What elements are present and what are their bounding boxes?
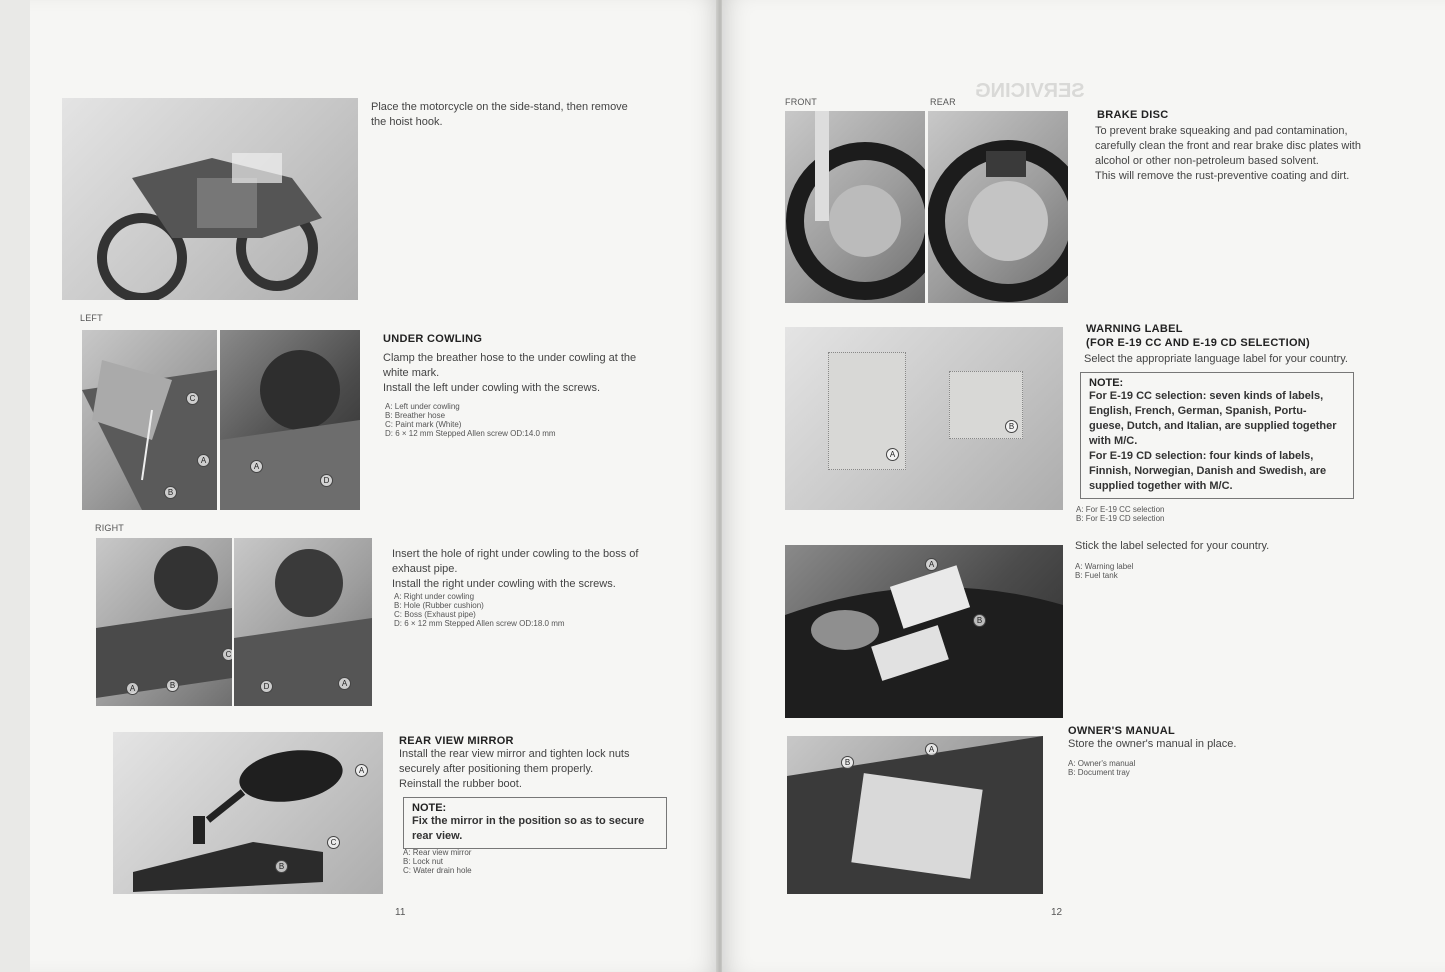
brake-disc-text: To prevent brake squeaking and pad contamination, carefully clean the front and rear brake disc plates with alcohol or other non-petroleum based solvent. This will remove the rust-preventive coating and dirt. <box>1095 125 1361 182</box>
mirror-note-box: NOTE: Fix the mirror in the position so as to secure rear view. <box>403 797 667 849</box>
owners-manual-title: OWNER'S MANUAL <box>1068 725 1176 737</box>
callout-a: A <box>126 682 139 695</box>
warning-label-text: Select the appropriate language label for your country. <box>1084 353 1348 365</box>
under-cowling-legend: A: Left under cowling B: Breather hose C: Paint mark (White) D: 6 × 12 mm Stepped Allen screw OD:14.0 mm <box>385 402 556 438</box>
document-tray-photo <box>787 736 1043 894</box>
left-cowling-photo-1 <box>82 330 217 510</box>
side-stand-text: Place the motorcycle on the side-stand, then remove the hoist hook. <box>371 101 628 128</box>
callout-a: A <box>338 677 351 690</box>
warning-label-legend: A: For E-19 CC selection B: For E-19 CD selection <box>1076 505 1165 523</box>
callout-b: B <box>1005 420 1018 433</box>
fuel-tank-photo <box>785 545 1063 718</box>
under-cowling-title: UNDER COWLING <box>383 333 483 345</box>
callout-c: C <box>186 392 199 405</box>
right-caption: RIGHT <box>95 523 124 533</box>
rear-brake-photo <box>928 111 1068 303</box>
callout-b: B <box>166 679 179 692</box>
callout-b: B <box>164 486 177 499</box>
mirror-title: REAR VIEW MIRROR <box>399 735 514 747</box>
front-brake-photo <box>785 111 925 303</box>
page-number-right: 12 <box>1051 907 1063 918</box>
stick-label-legend: A: Warning label B: Fuel tank <box>1075 562 1134 580</box>
callout-a: A <box>925 743 938 756</box>
right-cowling-legend: A: Right under cowling B: Hole (Rubber cushion) C: Boss (Exhaust pipe) D: 6 × 12 mm Stepped Allen screw OD:18.0 mm <box>394 592 565 628</box>
note-title: NOTE: <box>1089 377 1124 389</box>
callout-a: A <box>886 448 899 461</box>
right-cowling-photo-2 <box>234 538 372 706</box>
warning-label-photo <box>785 327 1063 510</box>
mirror-legend: A: Rear view mirror B: Lock nut C: Water drain hole <box>403 848 472 875</box>
callout-a: A <box>197 454 210 467</box>
left-cowling-photo-2 <box>220 330 360 510</box>
callout-b: B <box>841 756 854 769</box>
motorcycle-photo <box>62 98 358 300</box>
note-title: NOTE: <box>412 802 447 814</box>
callout-a: A <box>925 558 938 571</box>
callout-c: C <box>222 648 232 661</box>
page-number-left: 11 <box>395 907 406 918</box>
callout-b: B <box>973 614 986 627</box>
right-cowling-photo-1 <box>96 538 232 706</box>
front-caption: FRONT <box>785 97 817 107</box>
callout-d: D <box>320 474 333 487</box>
stick-label-text: Stick the label selected for your country. <box>1075 540 1270 552</box>
mirror-photo <box>113 732 383 894</box>
mirror-text: Install the rear view mirror and tighten lock nuts securely after positioning them properly. Reinstall the rubber boot. <box>399 748 630 790</box>
left-caption: LEFT <box>80 313 103 323</box>
callout-c: C <box>327 836 340 849</box>
owners-manual-text: Store the owner's manual in place. <box>1068 738 1237 750</box>
rear-caption: REAR <box>930 97 956 107</box>
brake-disc-title: BRAKE DISC <box>1097 109 1169 121</box>
callout-a: A <box>355 764 368 777</box>
right-cowling-text: Insert the hole of right under cowling to the boss of exhaust pipe. Install the right under cowling with the screws. <box>392 548 639 590</box>
ghost-header: SERVICING <box>975 80 1085 102</box>
warning-note-box: NOTE: For E-19 CC selection: seven kinds of labels, English, French, German, Spanish, Portu- guese, Dutch, and Italian, are supplied together with M/C. For E-19 CD selection: four kinds of labels, Finnish, Norwegian, Danish and Swedish, are supplied together with M/C. <box>1080 372 1354 499</box>
owners-manual-legend: A: Owner's manual B: Document tray <box>1068 759 1136 777</box>
warning-label-title: WARNING LABEL (FOR E-19 CC AND E-19 CD SELECTION) <box>1086 323 1311 349</box>
under-cowling-text: Clamp the breather hose to the under cowling at the white mark. Install the left under cowling with the screws. <box>383 352 637 394</box>
callout-d: D <box>260 680 273 693</box>
callout-a: A <box>250 460 263 473</box>
callout-b: B <box>275 860 288 873</box>
